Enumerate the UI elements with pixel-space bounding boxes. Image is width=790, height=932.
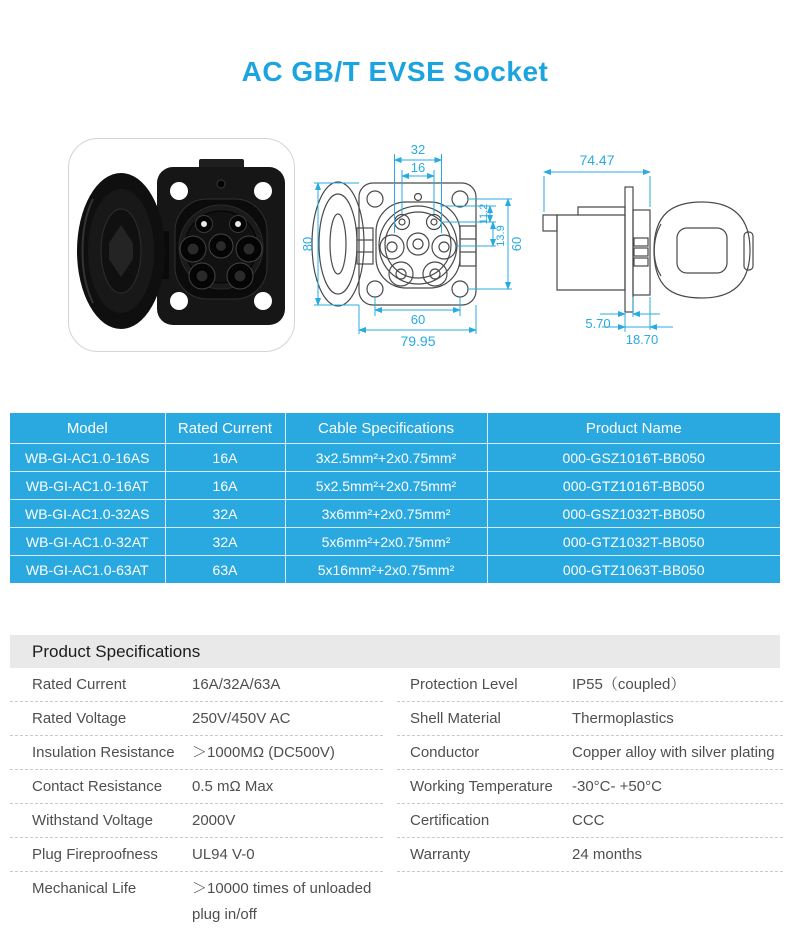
spec-list-left — [10, 668, 383, 931]
side-view-drawing — [540, 150, 790, 360]
front-dimensions — [300, 142, 524, 349]
spec-row — [397, 838, 783, 872]
table-row — [10, 500, 780, 528]
dimension-label-height-left: 80 — [300, 236, 315, 252]
dimension-label-width-inner: 60 — [410, 312, 426, 327]
table-cell: 16A — [165, 444, 285, 472]
spec-value: ＞10000 times of unloaded plug in/off — [192, 880, 372, 923]
spec-value: 250V/450V AC — [192, 710, 291, 727]
dust-cap — [77, 173, 169, 329]
table-header-rated-current: Rated Current — [165, 413, 285, 444]
table-cell: 32A — [165, 500, 285, 528]
table-cell: WB-GI-AC1.0-63AT — [10, 556, 165, 584]
spec-section-title: Product Specifications — [32, 641, 201, 661]
table-header-model: Model — [10, 413, 165, 444]
spec-label: Protection Level — [410, 676, 518, 693]
spec-row — [10, 838, 383, 872]
dimension-label-flange: 5.70 — [585, 316, 611, 331]
spec-label: Rated Current — [32, 676, 127, 693]
side-outline — [543, 187, 753, 312]
table-cell: 3x6mm²+2x0.75mm² — [285, 500, 487, 528]
spec-row — [397, 736, 783, 770]
spec-label: Rated Voltage — [32, 710, 127, 727]
page-title: AC GB/T EVSE Socket — [241, 56, 549, 87]
spec-label: Plug Fireproofness — [32, 846, 158, 863]
table-cell: WB-GI-AC1.0-16AS — [10, 444, 165, 472]
table-header-row — [10, 413, 780, 444]
spec-row — [10, 702, 383, 736]
table-cell: 000-GTZ1063T-BB050 — [487, 556, 780, 584]
spec-row — [397, 668, 783, 702]
dimension-label-top-outer: 32 — [410, 142, 426, 157]
spec-row — [10, 770, 383, 804]
spec-value: Thermoplastics — [572, 710, 674, 727]
dimension-label-pin-top: 11.2 — [478, 203, 490, 225]
table-cell: 000-GSZ1016T-BB050 — [487, 444, 780, 472]
spec-row — [10, 736, 383, 770]
dimension-label-width-total: 79.95 — [400, 333, 436, 349]
table-cell: 16A — [165, 472, 285, 500]
table-cell: WB-GI-AC1.0-32AS — [10, 500, 165, 528]
spec-value: UL94 V-0 — [192, 846, 255, 863]
table-row — [10, 444, 780, 472]
spec-label: Shell Material — [410, 710, 501, 727]
table-header-product-name: Product Name — [487, 413, 780, 444]
dimension-label-top-inner: 16 — [410, 160, 426, 175]
spec-row — [10, 668, 383, 702]
spec-value: Copper alloy with silver plating — [572, 744, 775, 761]
spec-value: CCC — [572, 812, 605, 829]
table-cell: 5x16mm²+2x0.75mm² — [285, 556, 487, 584]
spec-value: 0.5 mΩ Max — [192, 778, 274, 795]
dimension-label-height-right: 60 — [509, 236, 524, 252]
spec-row — [10, 804, 383, 838]
spec-value: 16A/32A/63A — [192, 676, 281, 693]
spec-row — [397, 770, 783, 804]
table-cell: 000-GTZ1016T-BB050 — [487, 472, 780, 500]
spec-label: Mechanical Life — [32, 880, 137, 897]
table-cell: 5x6mm²+2x0.75mm² — [285, 528, 487, 556]
table-row — [10, 472, 780, 500]
front-view-drawing — [300, 138, 550, 378]
spec-value: IP55（coupled） — [572, 676, 686, 693]
spec-label: Conductor — [410, 744, 480, 761]
spec-value: 2000V — [192, 812, 236, 829]
spec-label: Withstand Voltage — [32, 812, 153, 829]
table-cell: 3x2.5mm²+2x0.75mm² — [285, 444, 487, 472]
table-row — [10, 556, 780, 584]
model-table — [10, 413, 780, 583]
dimension-label-pin-mid: 13.9 — [495, 225, 507, 247]
table-cell: 5x2.5mm²+2x0.75mm² — [285, 472, 487, 500]
spec-list-right — [397, 668, 783, 872]
spec-label: Certification — [410, 812, 490, 829]
spec-section-header — [10, 635, 780, 668]
table-cell: 000-GTZ1032T-BB050 — [487, 528, 780, 556]
spec-row — [397, 702, 783, 736]
spec-row — [10, 872, 383, 931]
spec-label: Insulation Resistance — [32, 744, 175, 761]
table-cell: 000-GSZ1032T-BB050 — [487, 500, 780, 528]
dimension-label-depth-total: 74.47 — [579, 152, 615, 168]
table-header-cable-specifications: Cable Specifications — [285, 413, 487, 444]
spec-label: Contact Resistance — [32, 778, 163, 795]
table-cell: WB-GI-AC1.0-16AT — [10, 472, 165, 500]
spec-value: 24 months — [572, 846, 643, 863]
spec-value: -30°C- +50°C — [572, 778, 662, 795]
dimension-label-front-depth: 18.70 — [625, 332, 659, 347]
table-cell: WB-GI-AC1.0-32AT — [10, 528, 165, 556]
spec-row — [397, 804, 783, 838]
table-cell: 32A — [165, 528, 285, 556]
spec-label: Working Temperature — [410, 778, 553, 795]
spec-value: ＞1000MΩ (DC500V) — [192, 744, 335, 761]
product-photo — [68, 138, 295, 352]
table-row — [10, 528, 780, 556]
spec-label: Warranty — [410, 846, 471, 863]
table-cell: 63A — [165, 556, 285, 584]
socket-render-image — [69, 139, 294, 351]
